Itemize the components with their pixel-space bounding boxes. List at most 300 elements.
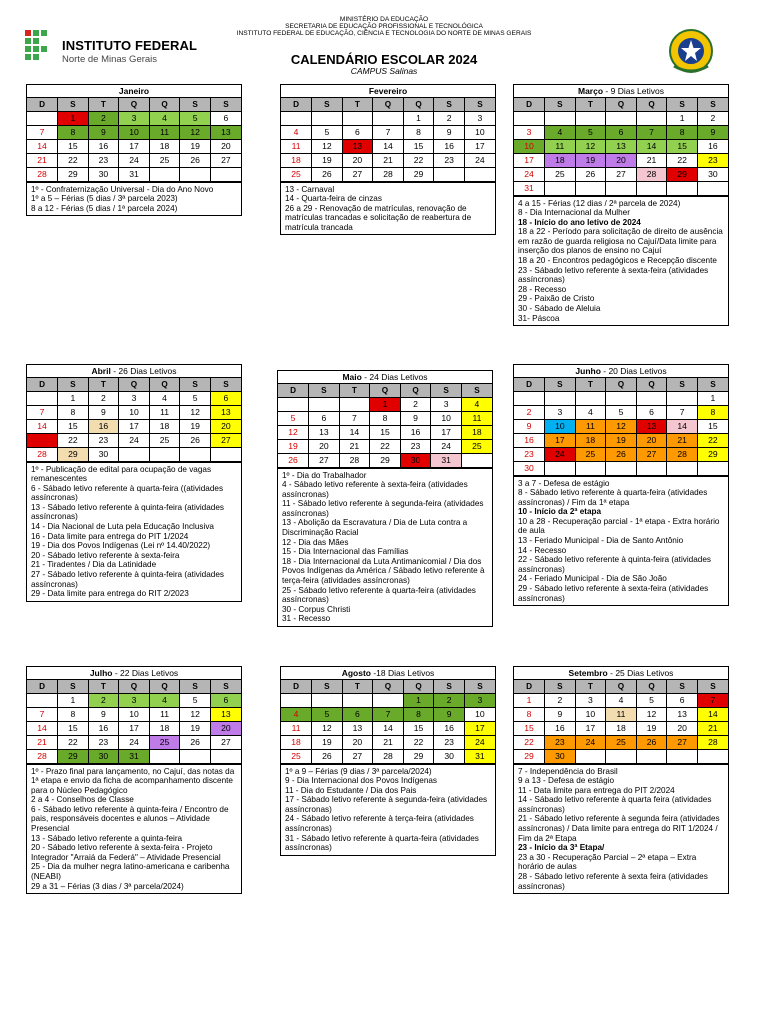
weekday-header: T [342,98,373,111]
day-cell: 19 [312,153,343,167]
week-row [281,707,495,721]
day-cell: 31 [514,181,545,195]
day-cell: 15 [514,721,545,735]
month-notes [27,764,241,894]
note-line: 29 - Sábado letivo referente à sexta-feira (atividades assíncronas) [518,584,709,603]
day-cell: 16 [545,721,576,735]
week-row [278,439,492,453]
month-notes [27,462,241,601]
empty-cell [210,749,241,763]
day-cell: 20 [606,153,637,167]
month-letivos: - 24 Dias Letivos [361,372,428,382]
day-cell: 3 [464,111,495,125]
day-cell: 18 [461,425,492,439]
day-cell: 15 [58,721,89,735]
day-cell: 13 [342,139,373,153]
month-header [27,667,241,680]
weekday-header: S [434,680,465,693]
empty-cell [697,461,728,475]
day-cell: 16 [697,139,728,153]
weekday-header: T [342,680,373,693]
day-cell: 25 [606,735,637,749]
day-cell: 12 [606,419,637,433]
day-cell: 13 [210,707,241,721]
month-notes [514,476,728,606]
empty-cell [514,111,545,125]
note-line: 13 - Abolição da Escravatura / Dia de Luta contra a Discriminação Racial [282,518,468,538]
day-cell: 28 [27,167,58,181]
day-cell: 21 [27,433,58,447]
day-cell: 24 [575,735,606,749]
day-cell: 20 [667,721,698,735]
empty-cell [342,693,373,707]
note-line: 27 - Sábado letivo referente à quinta-feira (atividades assíncronas) [31,570,224,589]
calendar-grid [27,680,241,764]
empty-cell [667,181,698,195]
month-name: Agosto [341,668,371,678]
day-cell: 19 [180,139,211,153]
day-cell: 28 [636,167,667,181]
day-cell: 14 [27,721,58,735]
day-cell: 4 [281,707,312,721]
weekday-header: T [575,680,606,693]
week-row [514,721,728,735]
day-cell: 8 [370,411,401,425]
week-row [514,153,728,167]
weekday-header: S [697,378,728,391]
day-cell: 7 [667,405,698,419]
month-marco [513,84,729,326]
empty-cell [636,461,667,475]
day-cell: 21 [667,433,698,447]
day-cell: 2 [545,693,576,707]
day-cell: 12 [312,721,343,735]
weekday-header: S [180,680,211,693]
day-cell: 25 [281,167,312,181]
note-line: 14 - Recesso [518,545,567,555]
day-cell: 4 [281,125,312,139]
day-cell: 6 [636,405,667,419]
day-cell: 29 [58,167,89,181]
day-cell: 27 [606,167,637,181]
logo-square [33,38,39,44]
day-cell: 14 [697,707,728,721]
note-line: 20 - Sábado letivo referente à sexta-feira [31,550,180,560]
day-cell: 22 [58,735,89,749]
week-row [27,167,241,181]
weekday-header: D [514,680,545,693]
weekday-header: S [434,98,465,111]
day-cell: 14 [27,419,58,433]
note-line: 10 - Início da 2ª etapa [518,507,602,517]
week-row [514,111,728,125]
campus-subtitle: CAMPUS Salinas [350,66,418,76]
note-line: 31- Páscoa [518,313,560,323]
day-cell: 10 [464,707,495,721]
day-cell: 12 [180,125,211,139]
weekday-header: S [58,680,89,693]
day-cell: 18 [281,735,312,749]
month-setembro [513,666,729,894]
day-cell: 22 [370,439,401,453]
day-cell: 2 [88,111,119,125]
day-cell: 2 [697,111,728,125]
day-cell: 30 [88,447,119,461]
day-cell: 8 [403,707,434,721]
day-cell: 2 [88,693,119,707]
day-cell: 17 [464,721,495,735]
day-cell: 19 [636,721,667,735]
note-line: 2 a 4 - Conselhos de Classe [31,795,134,805]
note-line: 4 a 15 - Férias (12 dias / 2ª parcela de 2024) [518,198,681,208]
empty-cell [27,391,58,405]
weekday-header: S [309,384,340,397]
weekday-header: Q [119,98,150,111]
day-cell: 10 [431,411,462,425]
day-cell: 30 [545,749,576,763]
week-row [27,125,241,139]
empty-cell [210,167,241,181]
note-line: 1º a 9 – Férias (9 dias / 3ª parcela/2024) [285,766,432,776]
note-line: 23 a 30 - Recuperação Parcial – 2ª etapa – Extra horário de aulas [518,852,697,872]
day-cell: 20 [210,139,241,153]
note-line: 20 - Sábado letivo referente à sexta-feira - Projeto Integrador "Arraiá da Federá" – Atividade Presencial [31,843,221,862]
empty-cell [514,391,545,405]
empty-cell [464,167,495,181]
empty-cell [339,397,370,411]
weekday-header: T [339,384,370,397]
month-name: Março [578,86,604,96]
note-line: 14 - Sábado letivo referente à quarta feira (atividades assíncronas) [518,795,712,814]
empty-cell [434,167,465,181]
day-cell: 25 [281,749,312,763]
note-line: 11 - Data limite para entrega do PIT 2/2024 [518,785,675,795]
day-cell: 21 [373,153,404,167]
day-cell: 3 [514,125,545,139]
note-line: 30 - Corpus Christi [282,604,351,614]
weekday-header: T [575,98,606,111]
note-line: 3 a 7 - Defesa de estágio [518,478,610,488]
day-cell: 11 [575,419,606,433]
day-cell: 15 [403,139,434,153]
month-header [281,667,495,680]
weekday-header: S [210,680,241,693]
empty-cell [545,461,576,475]
weekday-header: Q [373,98,404,111]
note-line: 13 - Sábado letivo referente à quinta-feira (atividades assíncronas) [31,502,224,522]
day-cell: 27 [210,735,241,749]
month-header [514,667,728,680]
day-cell: 10 [545,419,576,433]
weekday-header: D [281,98,312,111]
day-cell: 21 [27,735,58,749]
day-cell: 20 [210,721,241,735]
empty-cell [149,447,180,461]
day-cell: 5 [312,707,343,721]
day-cell: 27 [210,433,241,447]
weekday-header: Q [606,98,637,111]
empty-cell [667,391,698,405]
day-cell: 24 [119,735,150,749]
week-row [514,419,728,433]
day-cell: 21 [27,153,58,167]
note-line: 18 - Dia Internacional da Luta Antimanicomial / Dia dos Povos Indígenas da América / Sábado letivo referente à terça-feira (atividades assíncronas) [282,556,485,586]
note-line: 29 - Paixão de Cristo [518,294,595,304]
weekday-header: D [278,384,309,397]
day-cell: 9 [88,125,119,139]
day-cell: 13 [210,125,241,139]
day-cell: 16 [88,139,119,153]
empty-cell [149,167,180,181]
day-cell: 29 [697,447,728,461]
month-header [27,365,241,378]
day-cell: 26 [180,153,211,167]
month-letivos: - 9 Dias Letivos [603,86,664,96]
note-line: 21 - Sábado letivo referente à segunda feira (atividades assíncronas) / Data limite para entrega do RIT 1/2024 / Fim da 2ª Etapa [518,814,720,843]
logo-square [25,38,31,44]
note-line: 31 - Recesso [282,614,331,624]
weekday-header: T [88,378,119,391]
weekday-header: S [312,98,343,111]
day-cell: 14 [667,419,698,433]
month-letivos: - 26 Dias Letivos [110,366,177,376]
day-cell: 29 [667,167,698,181]
day-cell: 12 [636,707,667,721]
day-cell: 1 [58,111,89,125]
day-cell: 23 [88,433,119,447]
week-row [278,453,492,467]
day-cell: 29 [58,447,89,461]
week-row [514,139,728,153]
empty-cell [697,749,728,763]
note-line: 7 - Independência do Brasil [518,766,618,776]
day-cell: 14 [373,139,404,153]
day-cell: 26 [312,167,343,181]
note-line: 23 - Sábado letivo referente à sexta-feira (atividades assíncronas) [518,265,709,285]
empty-cell [606,461,637,475]
day-cell: 25 [461,439,492,453]
month-letivos: - 22 Dias Letivos [112,668,179,678]
day-cell: 8 [514,707,545,721]
month-notes [281,182,495,235]
day-cell: 5 [180,693,211,707]
week-row [514,405,728,419]
weekday-header: S [667,680,698,693]
calendar-grid [278,384,492,468]
month-name: Janeiro [118,86,150,96]
week-row [27,419,241,433]
day-cell: 3 [119,693,150,707]
day-cell: 2 [434,693,465,707]
day-cell: 8 [58,125,89,139]
month-notes [514,764,728,894]
week-row [281,749,495,763]
note-line: 28 - Sábado letivo referente à sexta feira (atividades assíncronas) [518,872,708,891]
month-notes [281,764,495,855]
day-cell: 23 [697,153,728,167]
day-cell: 4 [149,391,180,405]
logo-square [33,30,39,36]
day-cell: 20 [636,433,667,447]
day-cell: 14 [27,139,58,153]
day-cell: 7 [339,411,370,425]
note-line: 14 - Quarta-feira de cinzas [285,194,382,204]
day-cell: 4 [149,693,180,707]
day-cell: 22 [667,153,698,167]
week-row [278,425,492,439]
week-row [27,735,241,749]
month-maio [277,370,493,627]
weekday-header: Q [636,98,667,111]
month-letivos: - 20 Dias Letivos [600,366,667,376]
day-cell: 13 [210,405,241,419]
note-line: 1º - Publicação de edital para ocupação de vagas remanescentes [31,464,212,484]
day-cell: 18 [545,153,576,167]
note-line: 8 a 12 - Férias (5 dias / 1ª parcela 2024) [31,203,178,213]
day-cell: 11 [149,125,180,139]
day-cell: 25 [149,735,180,749]
empty-cell [312,693,343,707]
document-header [0,0,768,82]
week-row [281,125,495,139]
week-row [281,721,495,735]
weekday-header: S [58,378,89,391]
week-row [27,707,241,721]
note-line: 31 - Sábado letivo referente à quarta-feira (atividades assíncronas) [285,833,479,853]
month-header [514,365,728,378]
day-cell: 3 [545,405,576,419]
day-cell: 21 [339,439,370,453]
day-cell: 7 [636,125,667,139]
week-row [514,391,728,405]
day-cell: 19 [278,439,309,453]
day-cell: 18 [149,721,180,735]
day-cell: 7 [27,707,58,721]
day-cell: 27 [210,153,241,167]
day-cell: 22 [403,153,434,167]
day-cell: 30 [514,461,545,475]
day-cell: 9 [434,707,465,721]
empty-cell [667,749,698,763]
empty-cell [606,181,637,195]
day-cell: 5 [575,125,606,139]
weekday-header: S [545,98,576,111]
day-cell: 15 [667,139,698,153]
note-line: 9 a 13 - Defesa de estágio [518,776,615,786]
empty-cell [575,461,606,475]
day-cell: 10 [119,707,150,721]
day-cell: 12 [180,405,211,419]
day-cell: 17 [431,425,462,439]
day-cell: 11 [545,139,576,153]
calendar-grid [281,98,495,182]
note-line: 1º - Confraternização Universal - Dia do Ano Novo [31,184,214,194]
note-line: 24 - Sábado letivo referente à terça-feira (atividades assíncronas) [285,814,474,834]
weekday-header: D [514,98,545,111]
day-cell: 26 [180,433,211,447]
weekday-header: Q [606,378,637,391]
day-cell: 8 [403,125,434,139]
day-cell: 2 [434,111,465,125]
empty-cell [606,391,637,405]
note-line: 25 - Sábado letivo referente à quarta-feira (atividades assíncronas) [282,585,476,605]
day-cell: 26 [312,749,343,763]
day-cell: 2 [514,405,545,419]
empty-cell [636,181,667,195]
weekday-header: S [180,98,211,111]
empty-cell [575,391,606,405]
day-cell: 15 [403,721,434,735]
day-cell: 19 [575,153,606,167]
day-cell: 15 [58,139,89,153]
note-line: 16 - Data limite para entrega do PIT 1/2024 [31,531,189,541]
note-line: 14 - Dia Nacional de Luta pela Educação Inclusiva [31,522,214,532]
empty-cell [575,749,606,763]
day-cell: 1 [514,693,545,707]
month-notes [514,196,728,326]
day-cell: 30 [400,453,431,467]
day-cell: 14 [636,139,667,153]
day-cell: 16 [514,433,545,447]
empty-cell [149,749,180,763]
empty-cell [210,447,241,461]
note-line: 9 - Dia Internacional dos Povos Indígenas [285,776,438,786]
note-line: 12 - Dia das Mães [282,537,349,547]
day-cell: 26 [278,453,309,467]
day-cell: 23 [88,735,119,749]
day-cell: 7 [27,405,58,419]
day-cell: 17 [514,153,545,167]
weekday-header: Q [400,384,431,397]
day-cell: 25 [545,167,576,181]
week-row [514,125,728,139]
ministry-line-2: SECRETARIA DE EDUCAÇÃO PROFISSIONAL E TECNOLÓGICA [285,23,483,30]
week-row [281,153,495,167]
day-cell: 8 [58,405,89,419]
weekday-header: S [697,680,728,693]
week-row [27,153,241,167]
weekday-header: S [464,680,495,693]
day-cell: 4 [606,693,637,707]
day-cell: 24 [514,167,545,181]
day-cell: 7 [373,125,404,139]
day-cell: 15 [370,425,401,439]
weekday-header: Q [119,680,150,693]
day-cell: 15 [697,419,728,433]
ministry-line-1: MINISTÉRIO DA EDUCAÇÃO [339,16,429,23]
weekday-header: S [431,384,462,397]
day-cell: 12 [312,139,343,153]
day-cell: 24 [119,153,150,167]
day-cell: 17 [119,721,150,735]
note-line: 29 a 31 – Férias (3 dias / 3ª parcela/2024) [31,881,184,891]
day-cell: 6 [210,111,241,125]
note-line: 1º - Prazo final para lançamento, no Cajuí, das notas da 1ª etapa e envio da ficha de acompanhamento discente para o Núcleo Pedagógico [31,766,235,795]
day-cell: 6 [342,707,373,721]
day-cell: 24 [119,433,150,447]
day-cell: 18 [606,721,637,735]
day-cell: 8 [667,125,698,139]
day-cell: 29 [58,749,89,763]
logo-square [41,30,47,36]
day-cell: 23 [434,153,465,167]
day-cell: 29 [403,167,434,181]
day-cell: 13 [309,425,340,439]
note-line: 22 - Sábado letivo referente à quinta-feira (atividades assíncronas) [518,555,711,574]
note-line: 18 a 22 - Período para solicitação de direito de ausência em razão de guarda religiosa no Cajuí/Data limite para inserção dos planos de ensino no Cajuí [518,227,723,256]
weekday-header: S [667,98,698,111]
day-cell: 17 [545,433,576,447]
